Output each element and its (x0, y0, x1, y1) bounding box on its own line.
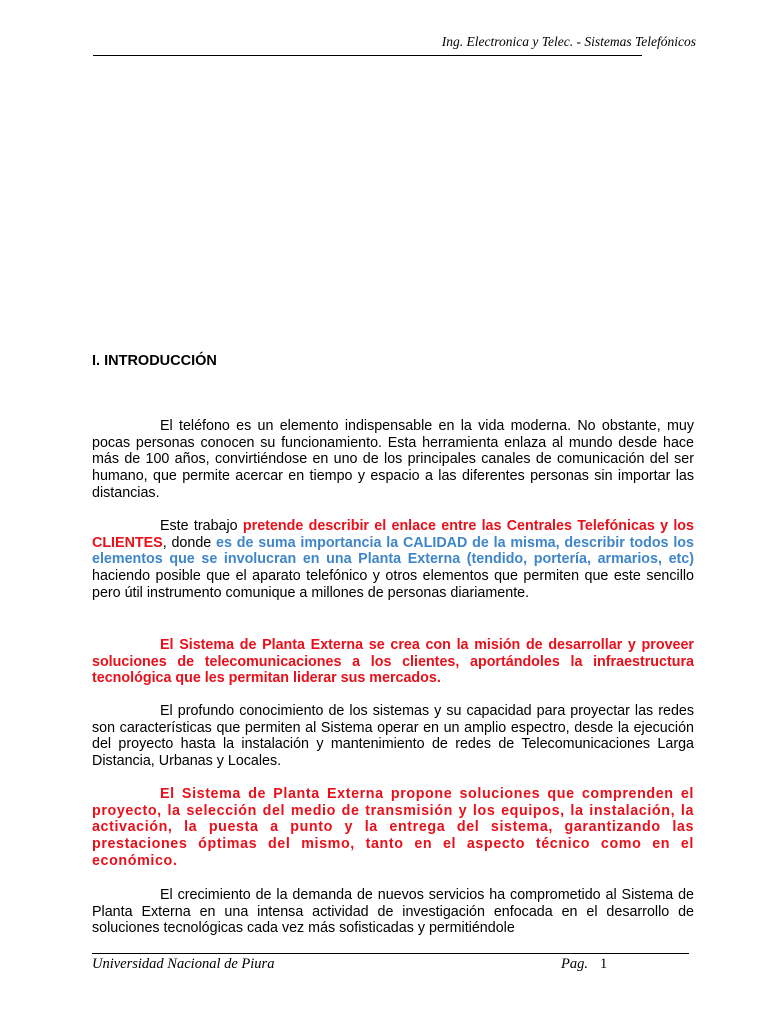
paragraph-mision (92, 637, 694, 687)
paragraph-connector-text: , donde (162, 534, 217, 551)
highlight-blue-text: es de suma importancia la CALIDAD de la misma, describir todos los elementos que se involucran en una Planta Externa (tendido, portería, armarios, etc) (92, 534, 694, 568)
footer-page-info (561, 956, 607, 973)
paragraph-text: El profundo conocimiento de los sistemas y su capacidad para proyectar las redes son características que permiten al Sistema operar en un amplio espectro, desde la ejecución del proyecto hasta la instalación y mantenimiento de redes de Telecomunicaciones Larga Distancia, Urbanas y Locales. (92, 703, 694, 770)
paragraph-rest-text: haciendo posible que el aparato telefónico y otros elementos que permiten que este sencillo pero útil instrumento comunique a millones de personas diariamente. (92, 568, 694, 601)
paragraph-objetivo (92, 518, 694, 601)
paragraph-soluciones (92, 786, 694, 869)
highlight-red-text: El Sistema de Planta Externa se crea con la misión de desarrollar y proveer soluciones de telecomunicaciones a los clientes, aportándoles la infraestructura tecnológica que les permitan liderar sus mercados. (92, 637, 694, 687)
paragraph-crecimiento (92, 887, 694, 937)
paragraph-text: El teléfono es un elemento indispensable en la vida moderna. No obstante, muy pocas personas conocen su funcionamiento. Esta herramienta enlaza al mundo desde hace más de 100 años, convirtiéndose en uno de los principales canales de comunicación del ser humano, que permite acercar en tiempo y espacio a las diferentes personas sin importar las distancias. (92, 418, 694, 501)
paragraph-text: El crecimiento de la demanda de nuevos servicios ha comprometido al Sistema de Planta Externa en una intensa actividad de investigación enfocada en el desarrollo de soluciones tecnológicas cada vez más sofisticadas y permitiéndole (92, 887, 694, 937)
footer-divider (92, 953, 689, 954)
paragraph-intro-text: Este trabajo (160, 518, 243, 535)
running-header: Ing. Electronica y Telec. - Sistemas Telefónicos (441, 34, 696, 49)
header-divider (93, 55, 642, 56)
footer-university: Universidad Nacional de Piura (92, 956, 275, 972)
section-heading: I. INTRODUCCIÓN (92, 353, 217, 369)
highlight-red-text: pretende describir el enlace entre las Centrales Telefónicas y los CLIENTES (92, 518, 694, 551)
page-number: 1 (599, 956, 608, 972)
paragraph-intro-telefono (92, 418, 694, 501)
page-label: Pag. (561, 956, 588, 972)
highlight-red-text: El Sistema de Planta Externa propone soluciones que comprenden el proyecto, la selección del medio de transmisión y los equipos, la instalación, la activación, la puesta a punto y la entrega del sistema, garantizando las prestaciones óptimas del mismo, tanto en el aspecto técnico como en el económico. (92, 786, 694, 869)
paragraph-conocimiento (92, 703, 694, 769)
